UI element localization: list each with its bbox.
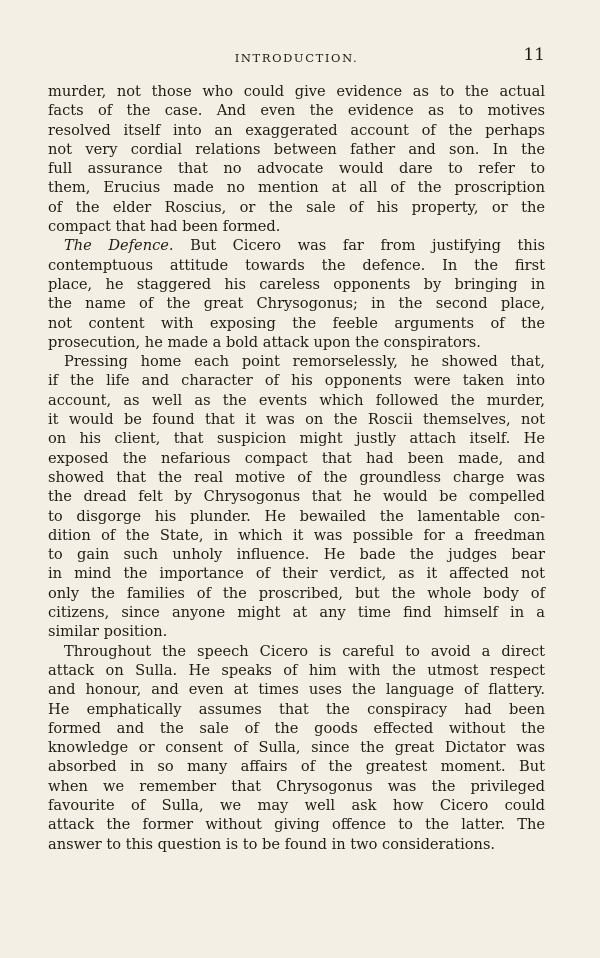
text-line: them, Erucius made no mention at all of the proscription xyxy=(48,179,545,197)
text-line: attack the former without giving offence to the latter. The xyxy=(48,816,545,834)
text-line: on his client, that suspicion might justly attach itself. He xyxy=(48,430,545,448)
text-line: resolved itself into an exaggerated account of the perhaps xyxy=(48,121,545,139)
text-line: and honour, and even at times uses the language of flattery. xyxy=(48,681,545,699)
text-line: similar position. xyxy=(48,623,168,641)
text-line: compact that had been formed. xyxy=(48,218,281,236)
text-line: contemptuous attitude towards the defence. In the first xyxy=(48,256,545,274)
text-line: full assurance that no advocate would dare to refer to xyxy=(48,160,545,178)
text-line: it would be found that it was on the Roscii themselves, not xyxy=(48,411,545,429)
text-run: But Cicero was far from justifying this xyxy=(173,237,545,255)
text-line: only the families of the proscribed, but the whole body of xyxy=(48,584,545,602)
text-line: favourite of Sulla, we may well ask how Cicero could xyxy=(48,796,545,814)
side-heading: The Defence. xyxy=(64,237,174,255)
text-line: not content with exposing the feeble arguments of the xyxy=(48,314,545,332)
text-line: if the life and character of his opponents were taken into xyxy=(48,372,545,390)
text-line: to disgorge his plunder. He bewailed the lamentable con- xyxy=(48,507,545,525)
text-line xyxy=(48,236,545,255)
text-line: account, as well as the events which followed the murder, xyxy=(48,391,545,409)
text-line: answer to this question is to be found in two considerations. xyxy=(48,835,496,853)
text-line: dition of the State, in which it was possible for a freedman xyxy=(48,526,545,544)
body-text xyxy=(48,82,545,854)
running-head: INTRODUCTION. xyxy=(234,51,359,65)
text-line: to gain such unholy influence. He bade the judges bear xyxy=(48,546,545,564)
text-line: formed and the sale of the goods effected without the xyxy=(48,719,545,737)
text-line: facts of the case. And even the evidence as to motives xyxy=(48,102,545,120)
text-line: murder, not those who could give evidence as to the actual xyxy=(48,83,545,100)
text-line: attack on Sulla. He speaks of him with the utmost respect xyxy=(48,661,545,679)
text-line: He emphatically assumes that the conspiracy had been xyxy=(48,700,545,718)
text-line: Throughout the speech Cicero is careful to avoid a direct xyxy=(64,642,545,660)
text-line: knowledge or consent of Sulla, since the great Dictator was xyxy=(48,739,545,757)
text-line: exposed the nefarious compact that had been made, and xyxy=(48,449,545,467)
text-line: in mind the importance of their verdict, as it affected not xyxy=(48,565,545,583)
text-line: when we remember that Chrysogonus was the privileged xyxy=(48,777,545,795)
text-line: the name of the great Chrysogonus; in the second place, xyxy=(48,295,545,313)
page-number: 11 xyxy=(523,45,545,65)
text-line: citizens, since anyone might at any time find himself in a xyxy=(48,604,545,622)
page-header xyxy=(48,45,545,69)
text-line: place, he staggered his careless opponents by bringing in xyxy=(48,275,545,293)
text-line: of the elder Roscius, or the sale of his property, or the xyxy=(48,198,545,216)
text-line: showed that the real motive of the groundless charge was xyxy=(48,468,545,486)
text-line: Pressing home each point remorselessly, he showed that, xyxy=(64,353,545,371)
text-line: prosecution, he made a bold attack upon the conspirators. xyxy=(48,333,481,351)
text-line: absorbed in so many affairs of the greatest moment. But xyxy=(48,758,545,776)
text-line: not very cordial relations between father and son. In the xyxy=(48,140,545,158)
text-line: the dread felt by Chrysogonus that he would be compelled xyxy=(48,488,545,506)
